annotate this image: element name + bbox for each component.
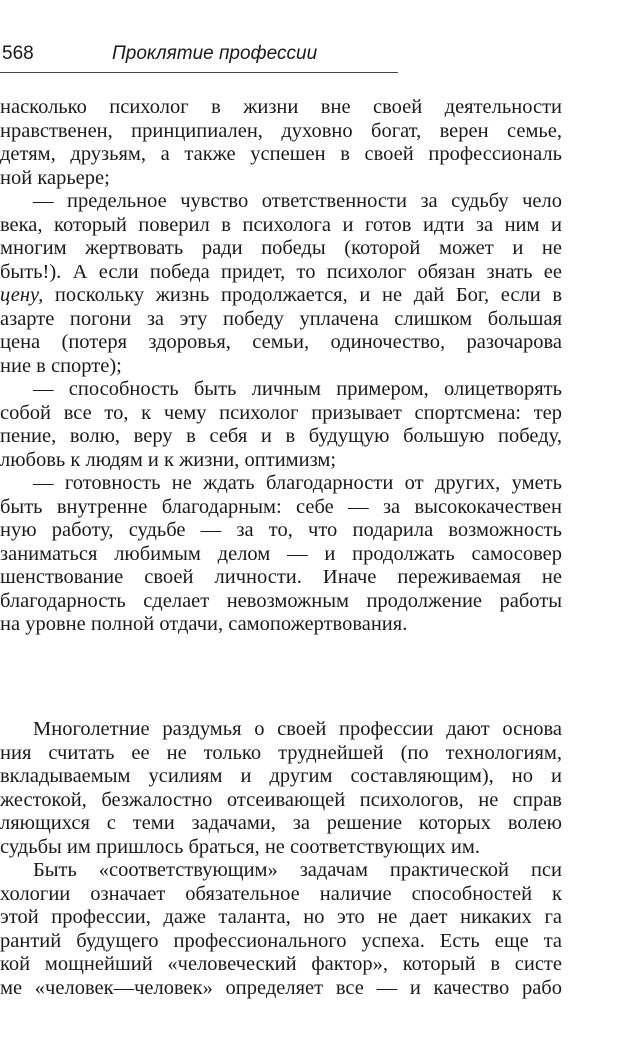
text-line: кой мощнейший «человеческий фактор», который в систе — [0, 953, 562, 975]
text-line: — способность быть личным примером, олицетворять — [33, 378, 562, 400]
text-line: рантий будущего профессионального успеха. Есть еще та — [0, 929, 562, 952]
text-line: ме «человек—человек» определяет все — и качество рабо — [0, 976, 562, 999]
text-line: нравственен, принципиален, духовно богат, верен семье, — [0, 119, 562, 142]
text-line: на уровне полной отдачи, самопожертвования. — [0, 613, 408, 635]
running-title: Проклятие профессии — [112, 43, 318, 64]
text-line: ния считать ее не только труднейшей (по технологиям, — [0, 741, 562, 764]
text-line: — предельное чувство ответственности за судьбу чело — [33, 190, 562, 212]
text-line: быть внутренне благодарным: себе — за высококачествен — [0, 495, 562, 518]
italic-word: цену, — [0, 284, 44, 306]
text-line — [0, 284, 562, 308]
text-line: благодарность сделает невозможным продолжение работы — [0, 589, 562, 612]
text-line: Быть «соответствующим» задачам практической пси — [33, 859, 562, 881]
text-line: ние в спорте); — [0, 354, 122, 377]
text-line-rest: поскольку жизнь продолжается, и не дай Бог, если в — [54, 284, 562, 306]
text-block-paragraph — [0, 718, 562, 1000]
text-line: судьбы им пришлось браться, не соответствующих им. — [0, 835, 480, 858]
text-line: многим жертвовать ради победы (которой может и не — [0, 237, 562, 259]
text-line: жестокой, безжалостно отсеивающей психологов, не справ — [0, 788, 562, 811]
page-header — [0, 42, 398, 73]
text-line: — готовность не ждать благодарности от других, уметь — [33, 472, 562, 494]
text-line: заниматься любимым делом — и продолжать самосовер — [0, 542, 562, 565]
text-line: века, который поверил в психолога и готов идти за ним и — [0, 213, 562, 236]
text-line: пение, волю, веру в себя и в будущую большую победу, — [0, 425, 562, 447]
text-line: собой все то, к чему психолог призывает спортсмена: тер — [0, 401, 562, 424]
text-line: насколько психолог в жизни вне своей деятельности — [0, 96, 562, 118]
text-line: цена (потеря здоровья, семьи, одиночество, разочарова — [0, 331, 562, 353]
text-line: любовь к людям и к жизни, оптимизм; — [0, 448, 337, 471]
text-line: ляющихся с теми задачами, за решение которых волею — [0, 812, 562, 834]
text-line: азарте погони за эту победу уплачена слишком большая — [0, 307, 562, 330]
text-block-list — [0, 96, 562, 637]
text-line: быть!). А если победа придет, то психолог обязан знать ее — [0, 260, 562, 283]
text-line: шенствование своей личности. Иначе переживаемая не — [0, 566, 562, 588]
text-line: хологии означает обязательное наличие способностей к — [0, 882, 562, 905]
text-line: детям, друзьям, а также успешен в своей профессиональ — [0, 143, 562, 165]
text-line: ной карьере; — [0, 166, 110, 189]
text-line: вкладываемым усилиям и другим составляющим), но и — [0, 765, 562, 787]
text-line: ную работу, судьбе — за то, что подарила возможность — [0, 519, 562, 541]
text-line: этой профессии, даже таланта, но это не дает никаких га — [0, 906, 562, 928]
text-line: Многолетние раздумья о своей профессии дают основа — [33, 718, 562, 740]
page-number: 568 — [2, 43, 34, 64]
